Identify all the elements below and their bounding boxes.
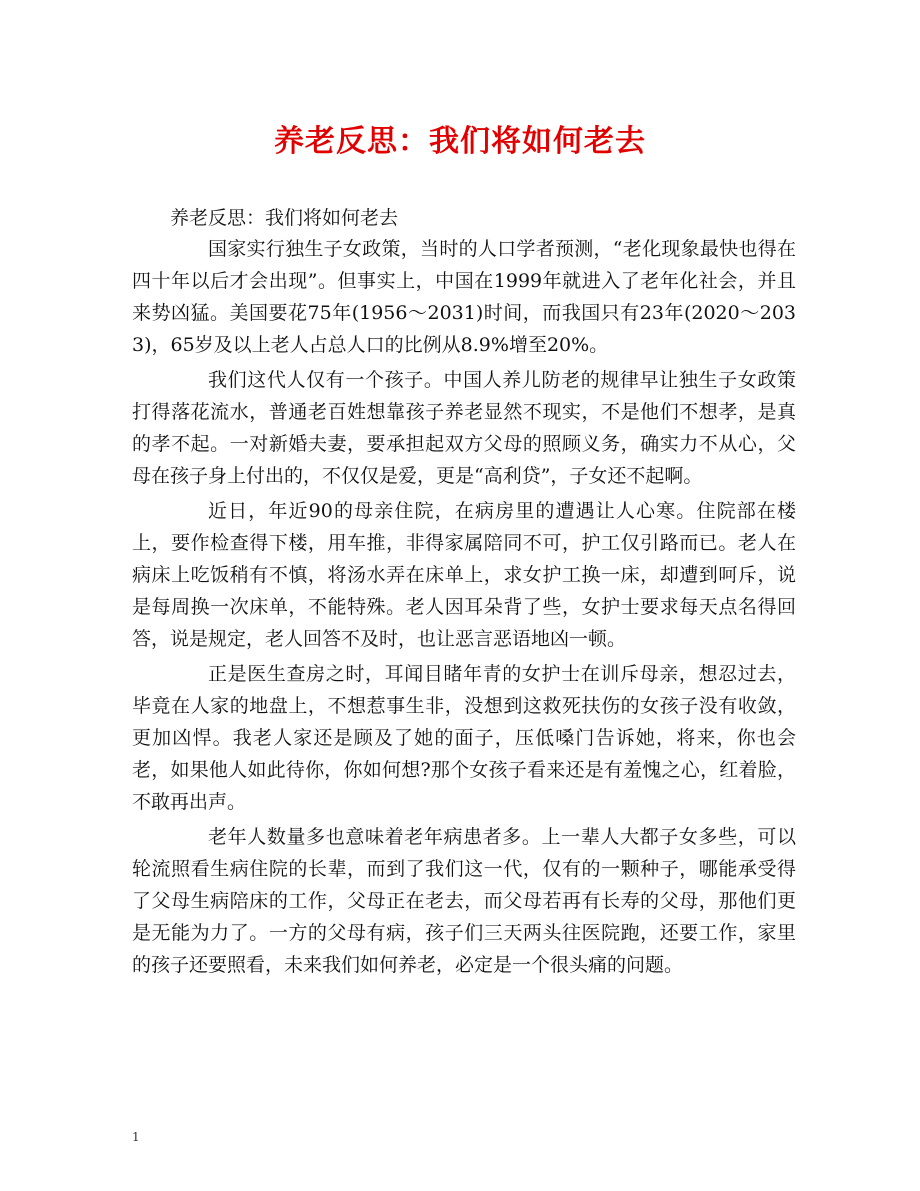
document-body — [132, 233, 796, 981]
page-number: 1 — [132, 1130, 140, 1144]
paragraph-5: 老年人数量多也意味着老年病患者多。上一辈人大都子女多些，可以轮流照看生病住院的长辈，而到了我们这一代，仅有的一颗种子，哪能承受得了父母生病陪床的工作，父母正在老去，而父母若再有长寿的父母，那他们更是无能为力了。一方的父母有病，孩子们三天两头往医院跑，还要工作，家里的孩子还要照看，未来我们如何养老，必定是一个很头痛的问题。 — [132, 826, 796, 976]
paragraph-3: 近日，年近90的母亲住院，在病房里的遭遇让人心寒。住院部在楼上，要作检查得下楼，用车推，非得家属陪同不可，护工仅引路而已。老人在病床上吃饭稍有不慎，将汤水弄在床单上，求女护工换一床，却遭到呵斥，说是每周换一次床单，不能特殊。老人因耳朵背了些，女护士要求每天点名得回答，说是规定，老人回答不及时，也让恶言恶语地凶一顿。 — [132, 500, 796, 650]
paragraph-2: 我们这代人仅有一个孩子。中国人养儿防老的规律早让独生子女政策打得落花流水，普通老百姓想靠孩子养老显然不现实，不是他们不想孝，是真的孝不起。一对新婚夫妻，要承担起双方父母的照顾义务，确实力不从心，父母在孩子身上付出的，不仅仅是爱，更是“高利贷”，子女还不起啊。 — [132, 369, 796, 487]
paragraph-1: 国家实行独生子女政策，当时的人口学者预测，“老化现象最快也得在四十年以后才会出现”。但事实上，中国在1999年就进入了老年化社会，并且来势凶猛。美国要花75年(1956～2031)时间，而我国只有23年(2020～2033)，65岁及以上老人占总人口的比例从8.9%增至20%。 — [132, 238, 796, 356]
document-title: 养老反思：我们将如何老去 — [274, 124, 646, 159]
paragraph-4: 正是医生查房之时，耳闻目睹年青的女护士在训斥母亲，想忍过去，毕竟在人家的地盘上，不想惹事生非，没想到这救死扶伤的女孩子没有收敛，更加凶悍。我老人家还是顾及了她的面子，压低嗓门告诉她，将来，你也会老，如果他人如此待你，你如何想?那个女孩子看来还是有羞愧之心，红着脸，不敢再出声。 — [132, 663, 796, 813]
document-subtitle: 养老反思：我们将如何老去 — [170, 207, 399, 229]
